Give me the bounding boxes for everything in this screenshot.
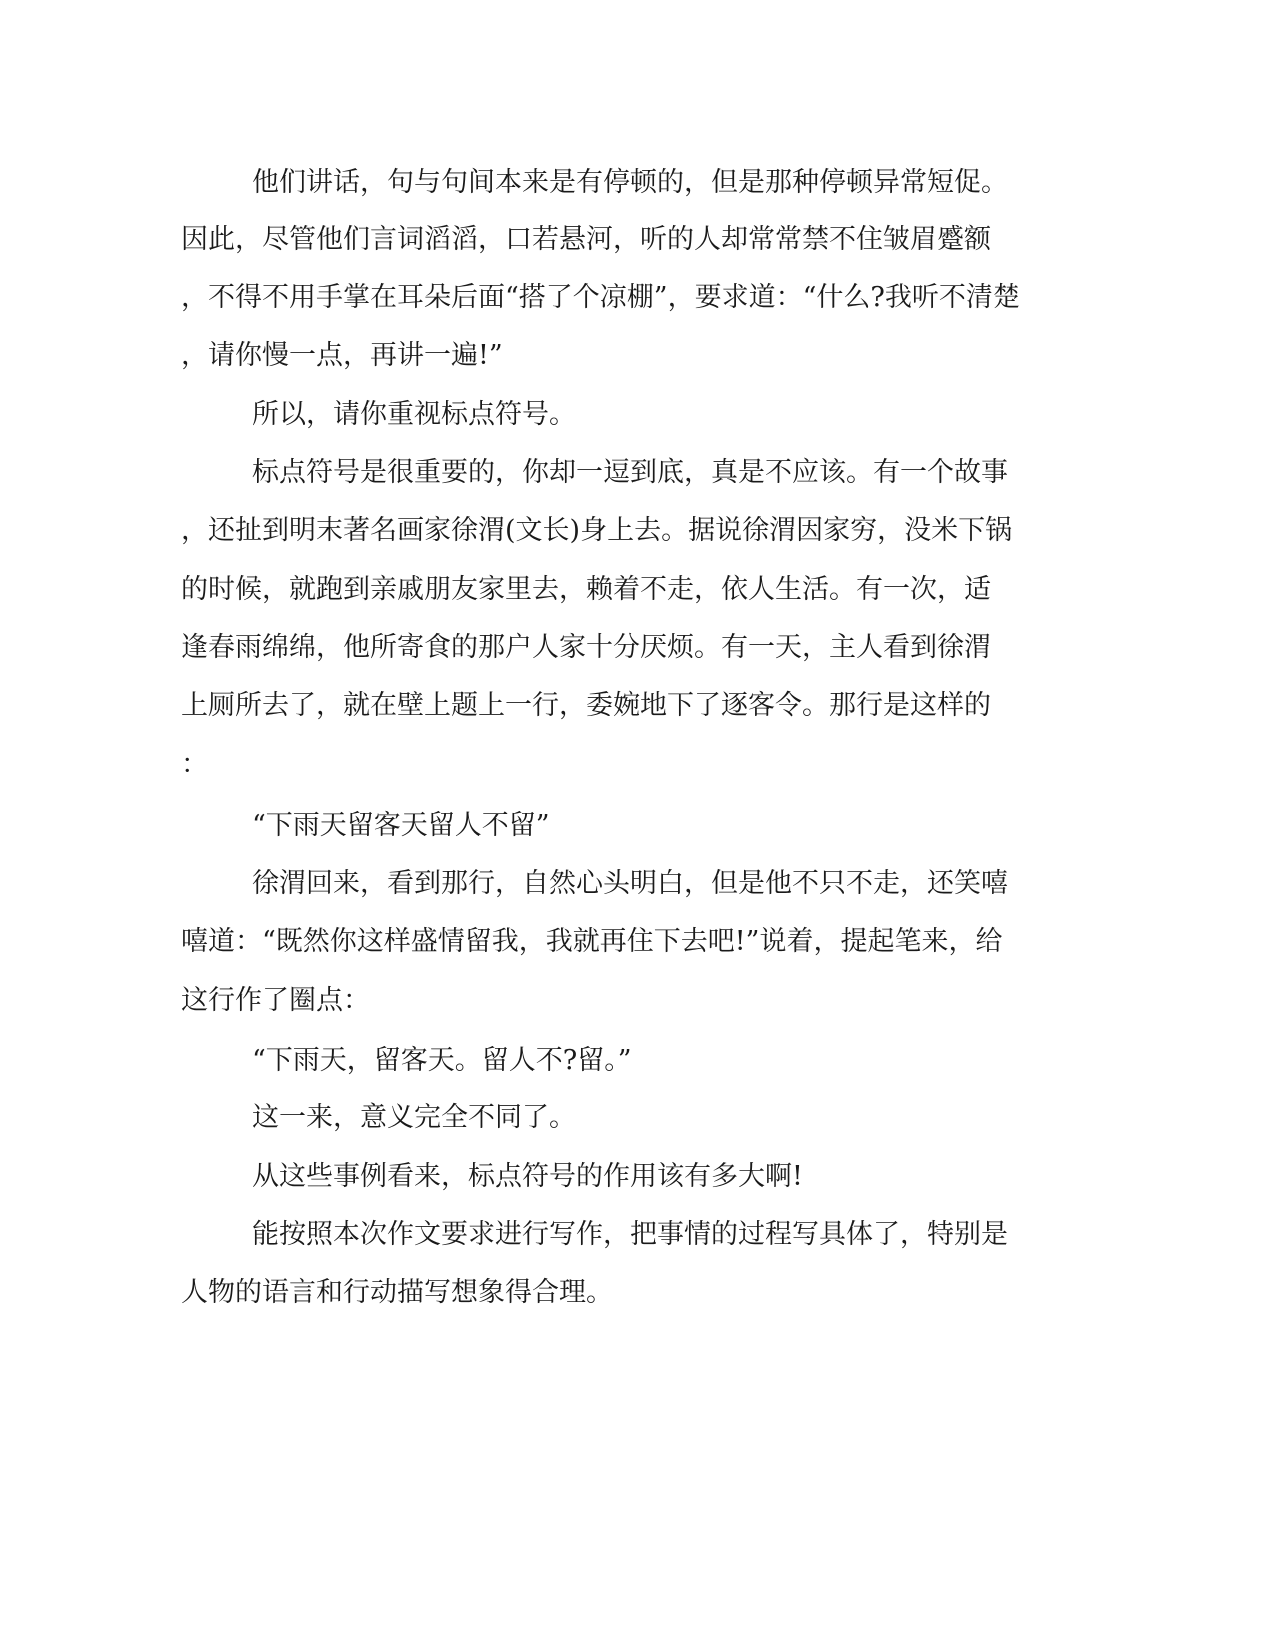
text-line: “下雨天，留客天。留人不?留。”	[252, 1045, 632, 1076]
text-line: 因此，尽管他们言词滔滔，口若悬河，听的人却常常禁不住皱眉蹙额	[181, 224, 991, 255]
text-line: 标点符号是很重要的，你却一逗到底，真是不应该。有一个故事	[252, 457, 1008, 488]
text-line: 上厕所去了，就在壁上题上一行，委婉地下了逐客令。那行是这样的	[181, 690, 991, 721]
text-line: 的时候，就跑到亲戚朋友家里去，赖着不走，依人生活。有一次，适	[181, 574, 991, 605]
text-line: 从这些事例看来，标点符号的作用该有多大啊!	[252, 1161, 803, 1192]
text-line: 逢春雨绵绵，他所寄食的那户人家十分厌烦。有一天，主人看到徐渭	[181, 632, 991, 663]
text-line: ，请你慢一点，再讲一遍!”	[181, 340, 503, 371]
text-line: ，不得不用手掌在耳朵后面“搭了个凉棚”，要求道：“什么?我听不清楚	[181, 282, 1020, 313]
text-line: 这行作了圈点：	[181, 985, 370, 1016]
text-line: ：	[181, 749, 208, 780]
text-line: 这一来，意义完全不同了。	[252, 1102, 576, 1133]
text-line: 人物的语言和行动描写想象得合理。	[181, 1277, 613, 1308]
text-line: 他们讲话，句与句间本来是有停顿的，但是那种停顿异常短促。	[252, 167, 1008, 198]
text-line: 所以，请你重视标点符号。	[252, 399, 576, 430]
text-line: 徐渭回来，看到那行，自然心头明白，但是他不只不走，还笑嘻	[252, 868, 1008, 899]
text-line: 能按照本次作文要求进行写作，把事情的过程写具体了，特别是	[252, 1219, 1008, 1250]
text-line: “下雨天留客天留人不留”	[252, 810, 550, 841]
text-line: 嘻道：“既然你这样盛情留我，我就再住下去吧!”说着，提起笔来，给	[181, 926, 1003, 957]
text-line: ，还扯到明末著名画家徐渭(文长)身上去。据说徐渭因家穷，没米下锅	[181, 515, 1013, 546]
